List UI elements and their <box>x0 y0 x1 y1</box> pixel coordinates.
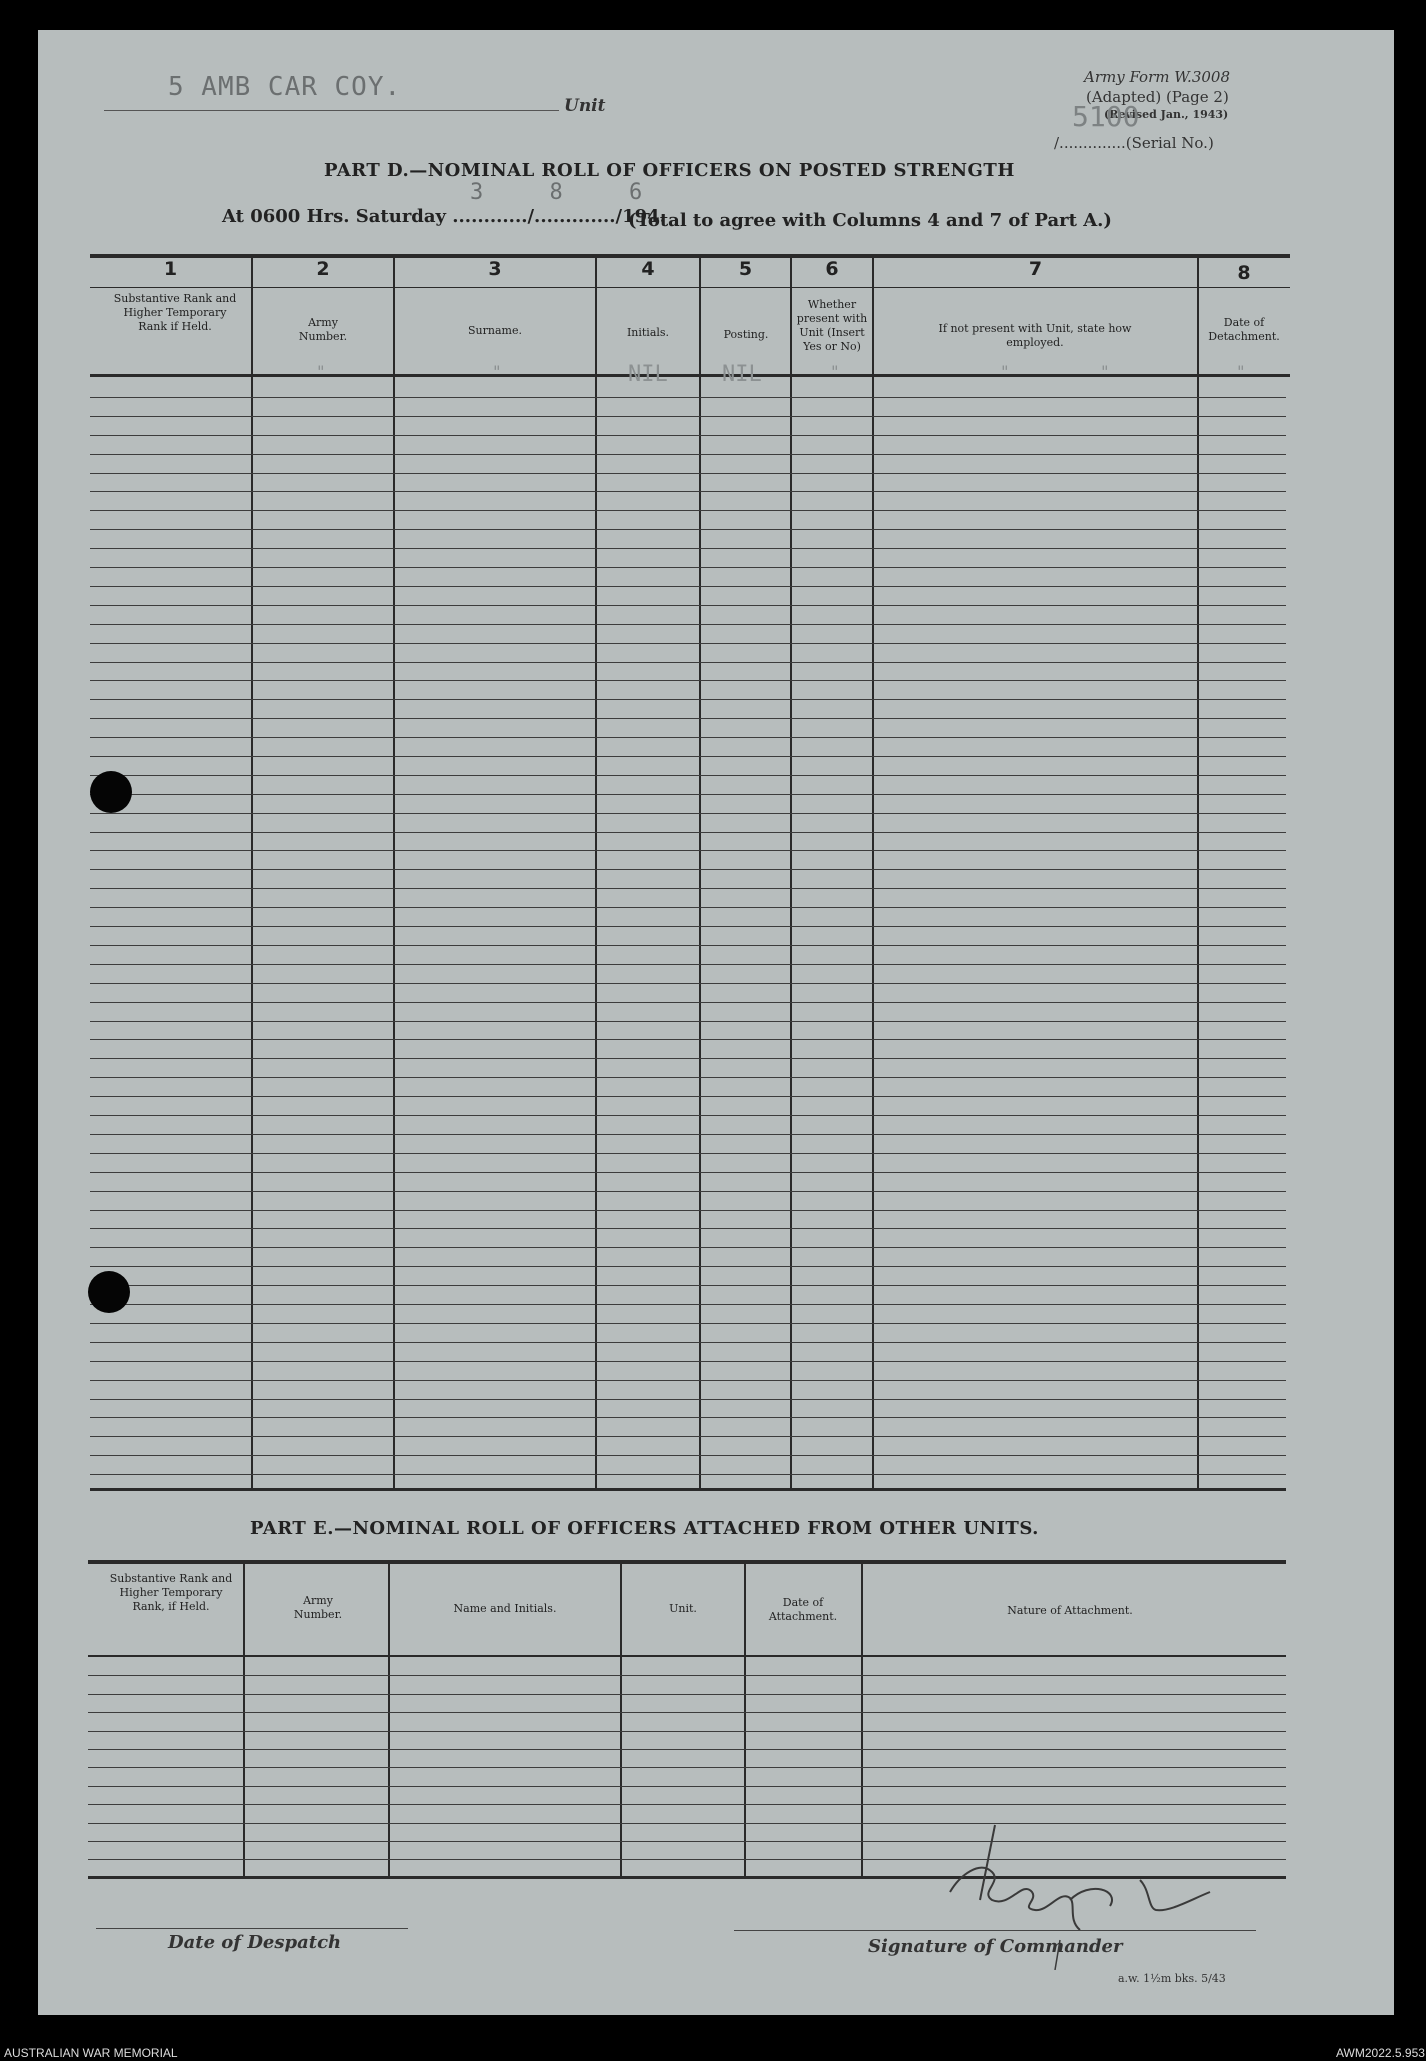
part-d-ruled-rows <box>90 378 1286 1488</box>
ditto-mark: " <box>1000 362 1010 381</box>
ruled-line <box>90 567 1286 568</box>
typed-nil-posting: NIL <box>722 362 762 387</box>
ruled-line <box>90 1323 1286 1324</box>
part-d-num-rule <box>90 287 1290 288</box>
part-e-col-name-header: Name and Initials. <box>453 1602 557 1615</box>
ruled-line <box>90 662 1286 663</box>
signature-stroke <box>980 1825 995 1900</box>
serial-label: /..............(Serial No.) <box>1054 134 1214 152</box>
ruled-line <box>90 775 1286 776</box>
form-revised: (Revised Jan., 1943) <box>1104 108 1229 121</box>
punch-hole <box>88 1271 130 1313</box>
signature-stroke <box>950 1868 1210 1930</box>
ruled-line <box>90 813 1286 814</box>
ruled-line <box>90 1039 1286 1040</box>
part-e-col-army-number-header: Army Number. <box>293 1594 343 1621</box>
unit-label: Unit <box>564 96 606 116</box>
col-7-header: If not present with Unit, state how employed. <box>938 322 1132 349</box>
ditto-mark: " <box>316 362 326 381</box>
ruled-line <box>90 1077 1286 1078</box>
col-6-header: Whether present with Unit (Insert Yes or No) <box>796 298 868 353</box>
ruled-line <box>90 737 1286 738</box>
col-3-number: 3 <box>488 258 502 280</box>
ruled-line <box>90 624 1286 625</box>
ruled-line <box>90 1285 1286 1286</box>
ruled-line <box>90 680 1286 681</box>
archive-footer-right: AWM2022.5.953 <box>1336 2046 1425 2060</box>
col-5-number: 5 <box>738 258 753 280</box>
col-7-number: 7 <box>1028 258 1043 280</box>
col-3-header: Surname. <box>468 324 522 337</box>
col-5-header: Posting. <box>723 328 769 341</box>
ruled-line <box>90 1247 1286 1248</box>
ruled-line <box>90 1380 1286 1381</box>
ruled-line <box>90 1058 1286 1059</box>
part-e-title: PART E.—NOMINAL ROLL OF OFFICERS ATTACHED FROM OTHER UNITS. <box>250 1518 1039 1539</box>
punch-hole <box>90 771 132 813</box>
ruled-line <box>88 1712 1286 1713</box>
ruled-line <box>88 1694 1286 1695</box>
ruled-line <box>90 643 1286 644</box>
ruled-line <box>88 1731 1286 1732</box>
ruled-line <box>90 435 1286 436</box>
ditto-mark: " <box>492 362 502 381</box>
col-4-header: Initials. <box>626 326 670 339</box>
ruled-line <box>90 699 1286 700</box>
ruled-line <box>90 416 1286 417</box>
ruled-line <box>90 1228 1286 1229</box>
ruled-line <box>90 832 1286 833</box>
serial-typed: 5100 <box>1072 100 1140 133</box>
ruled-line <box>88 1767 1286 1768</box>
part-d-bottom-rule <box>90 1488 1286 1491</box>
part-d-header-rule <box>90 374 1290 377</box>
date-despatch-line <box>96 1928 408 1929</box>
part-e-col-date-header: Date of Attachment. <box>768 1596 838 1623</box>
signature-line <box>734 1930 1256 1931</box>
ruled-line <box>90 1266 1286 1267</box>
ruled-line <box>88 1804 1286 1805</box>
ruled-line <box>90 491 1286 492</box>
col-1-header: Substantive Rank and Higher Temporary Rank if Held. <box>113 292 237 333</box>
ruled-line <box>90 397 1286 398</box>
part-d-title: PART D.—NOMINAL ROLL OF OFFICERS ON POSTED STRENGTH <box>324 160 1015 181</box>
ruled-line <box>90 1210 1286 1211</box>
part-e-col-nature-header: Nature of Attachment. <box>1007 1604 1133 1617</box>
ruled-line <box>88 1749 1286 1750</box>
part-e-top-rule <box>88 1560 1286 1564</box>
ruled-line <box>90 454 1286 455</box>
ruled-line <box>90 1361 1286 1362</box>
ruled-line <box>90 983 1286 984</box>
ruled-line <box>90 473 1286 474</box>
ruled-line <box>88 1786 1286 1787</box>
ruled-line <box>90 888 1286 889</box>
ruled-line <box>90 586 1286 587</box>
date-line: At 0600 Hrs. Saturday ............/............./194. <box>222 206 666 227</box>
typed-nil-initials: NIL <box>628 362 668 387</box>
ruled-line <box>90 1153 1286 1154</box>
col-1-number: 1 <box>163 258 178 280</box>
signature-label: Signature of Commander <box>868 1936 1123 1957</box>
ruled-line <box>90 1172 1286 1173</box>
archive-footer-left: AUSTRALIAN WAR MEMORIAL <box>4 2046 178 2060</box>
ruled-line <box>90 1474 1286 1475</box>
col-8-header: Date of Detachment. <box>1208 316 1280 343</box>
ruled-line <box>90 1417 1286 1418</box>
ruled-line <box>88 1675 1286 1676</box>
part-e-col-unit-header: Unit. <box>669 1602 697 1615</box>
unit-underline <box>104 110 559 111</box>
print-code: a.w. 1½m bks. 5/43 <box>1118 1972 1226 1985</box>
unit-typed-text: 5 AMB CAR COY. <box>168 72 402 102</box>
ruled-line <box>90 1115 1286 1116</box>
ruled-line <box>90 756 1286 757</box>
ruled-line <box>90 945 1286 946</box>
part-e-col-rank-header: Substantive Rank and Higher Temporary Rank, if Held. <box>109 1572 233 1613</box>
ruled-line <box>90 1002 1286 1003</box>
ruled-line <box>90 1455 1286 1456</box>
date-typed: 3 8 6 <box>470 180 643 205</box>
ruled-line <box>90 926 1286 927</box>
date-despatch-label: Date of Despatch <box>168 1932 342 1953</box>
ruled-line <box>90 1134 1286 1135</box>
form-adapted: (Adapted) (Page 2) <box>1086 88 1229 106</box>
col-2-header: Army Number. <box>298 316 348 343</box>
ruled-line <box>90 1096 1286 1097</box>
ruled-line <box>90 869 1286 870</box>
ruled-line <box>90 794 1286 795</box>
ruled-line <box>90 1436 1286 1437</box>
ruled-line <box>90 510 1286 511</box>
ruled-line <box>90 529 1286 530</box>
ruled-line <box>90 850 1286 851</box>
col-4-number: 4 <box>641 258 655 280</box>
col-2-number: 2 <box>316 258 330 280</box>
ruled-line <box>90 964 1286 965</box>
total-note: (Total to agree with Columns 4 and 7 of Part A.) <box>628 210 1112 231</box>
ditto-mark: " <box>830 362 840 381</box>
ditto-mark: " <box>1236 362 1246 381</box>
ruled-line <box>90 605 1286 606</box>
ruled-line <box>90 718 1286 719</box>
form-number: Army Form W.3008 <box>1084 68 1230 86</box>
ruled-line <box>90 1304 1286 1305</box>
col-6-number: 6 <box>825 258 839 280</box>
ruled-line <box>90 1191 1286 1192</box>
ruled-line <box>90 907 1286 908</box>
col-8-number: 8 <box>1237 262 1251 284</box>
ruled-line <box>90 1399 1286 1400</box>
ruled-line <box>90 1342 1286 1343</box>
ditto-mark: " <box>1100 362 1110 381</box>
ruled-line <box>90 1021 1286 1022</box>
ruled-line <box>90 548 1286 549</box>
